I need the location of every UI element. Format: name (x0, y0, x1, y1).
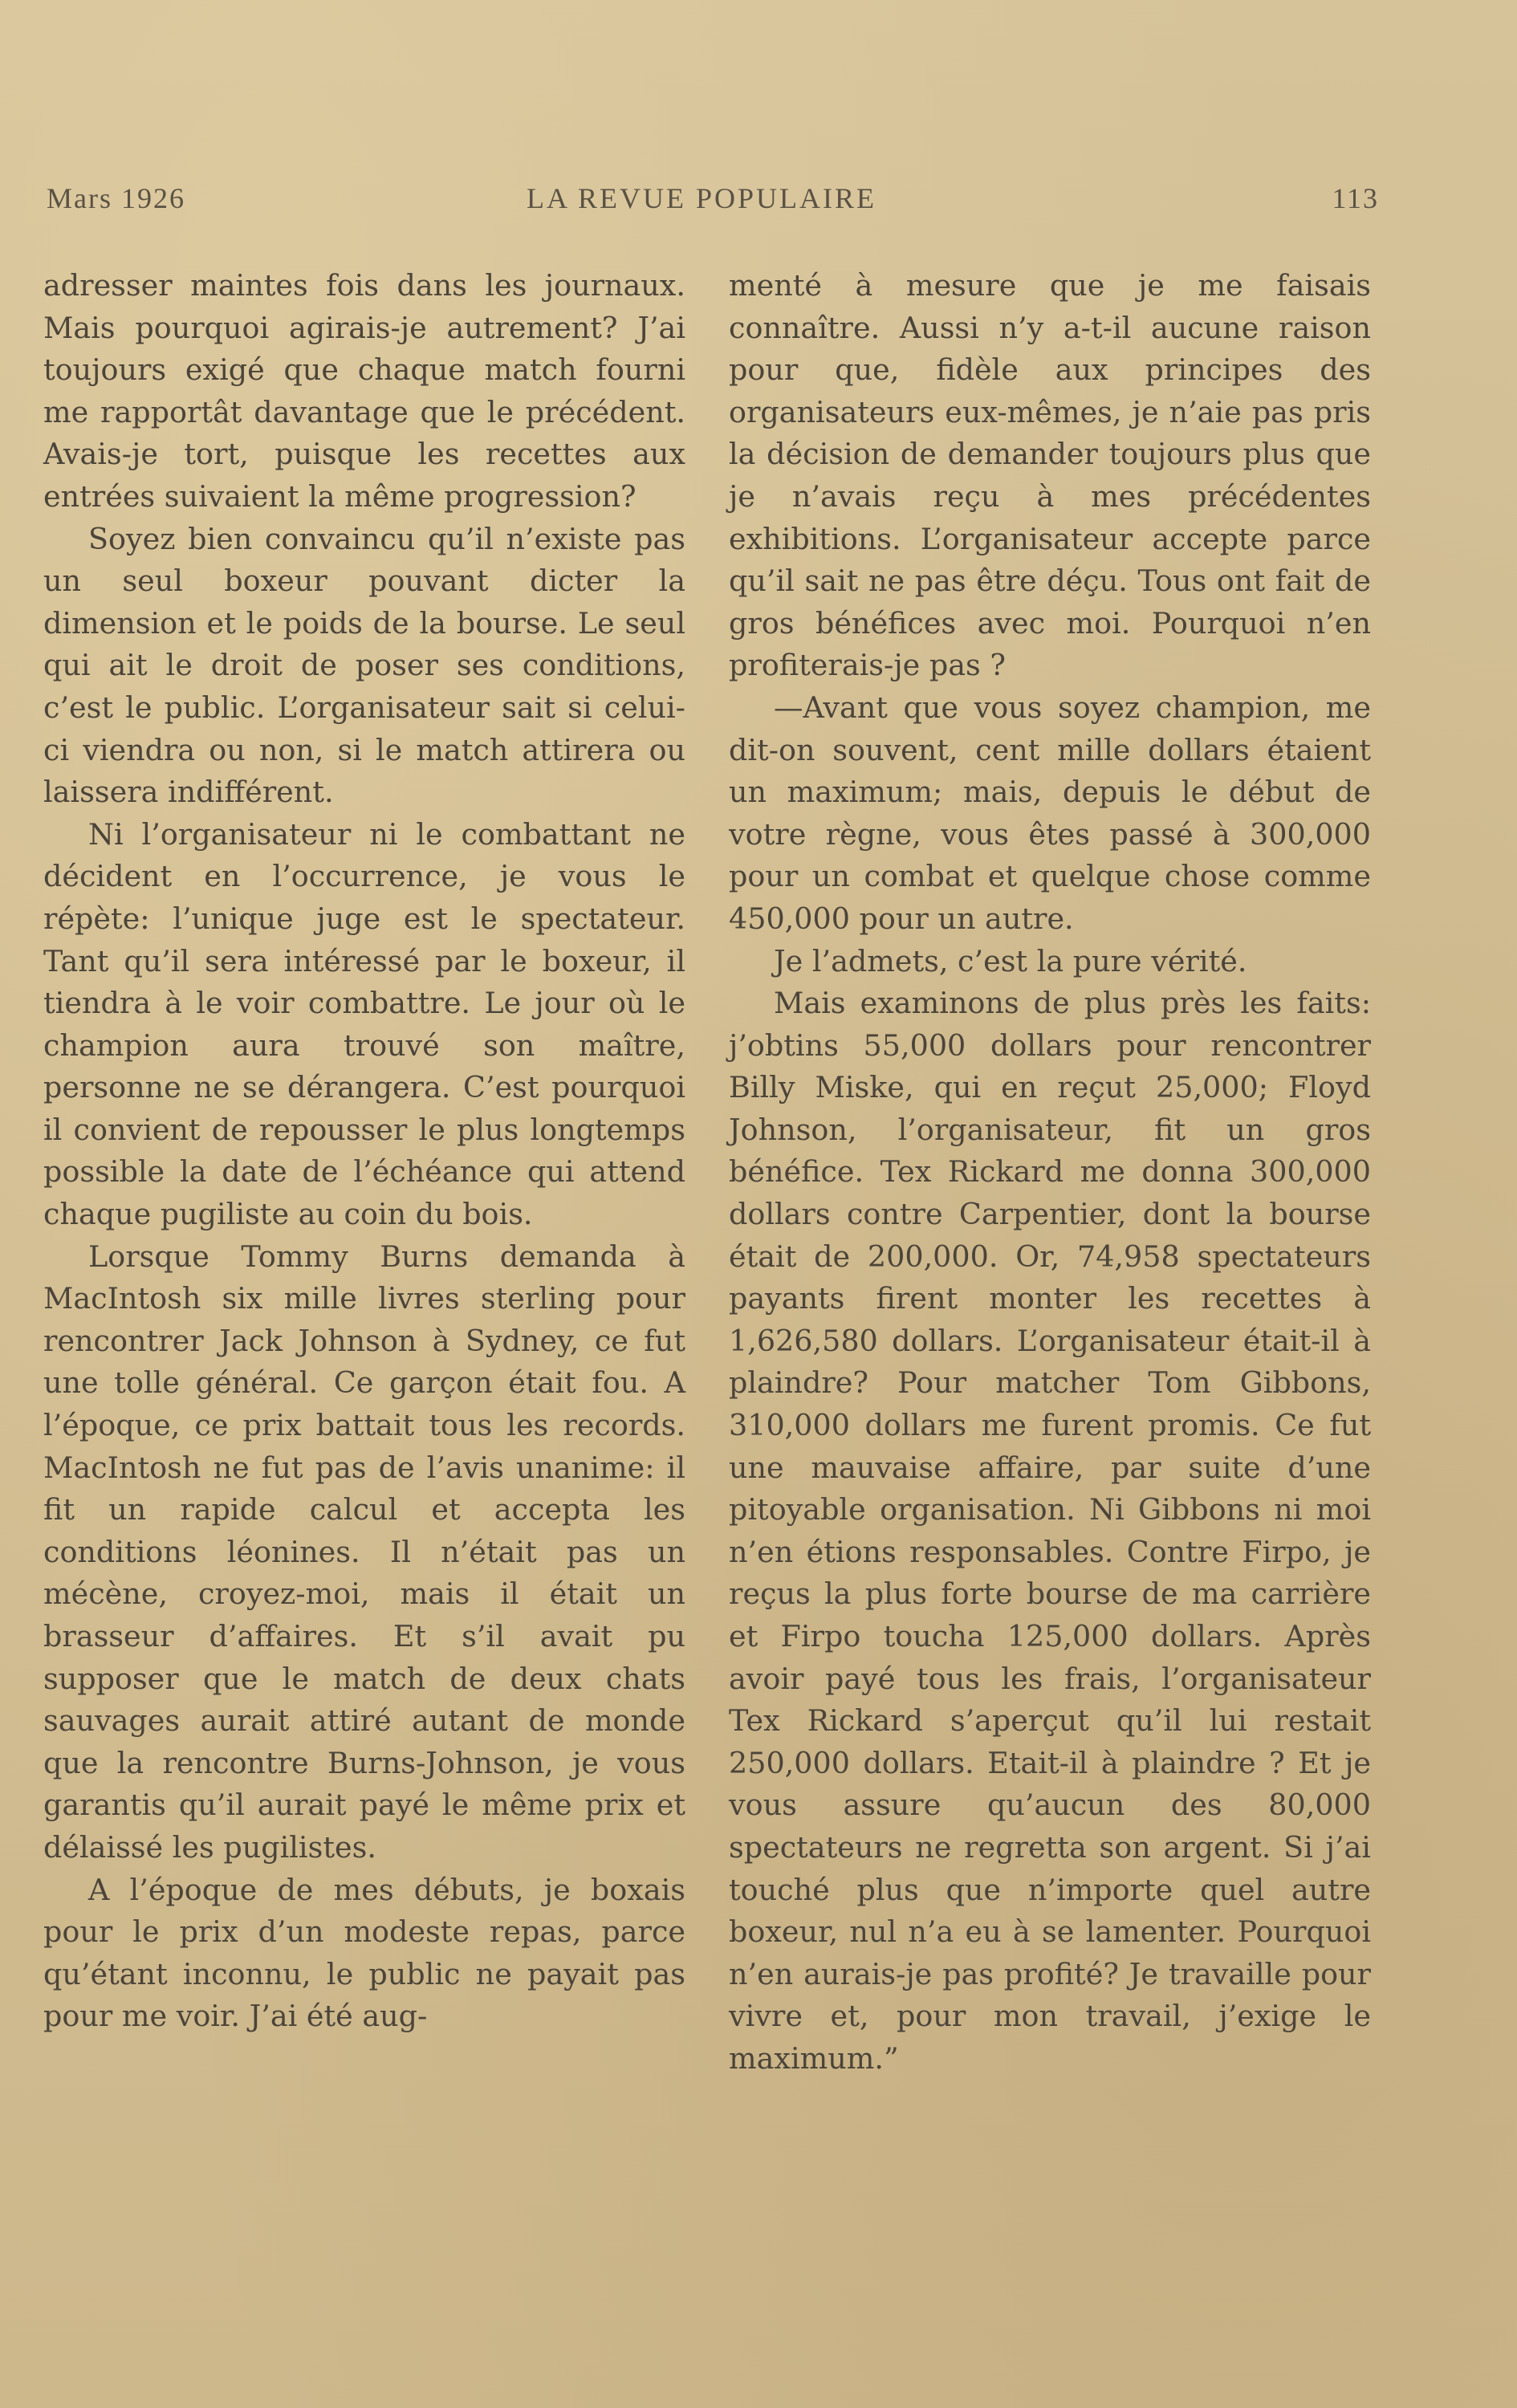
paragraph: Lorsque Tommy Burns demanda à MacIntosh six mille livres sterling pour rencontrer Jack Johnson à Sydney, ce fut une tolle général. Ce garçon était fou. A l’époque, ce prix battait tous les records. MacIntosh ne fut pas de l’avis unanime: il fit un rapide calcul et accepta les conditions léonines. Il n’était pas un mécène, croyez-moi, mais il était un brasseur d’affaires. Et s’il avait pu supposer que le match de deux chats sauvages aurait attiré autant de monde que la rencontre Burns-Johnson, je vous garantis qu’il aurait payé le même prix et délaissé les pugilistes. (43, 1239, 685, 1865)
paragraph: —Avant que vous soyez champion, me dit-on souvent, cent mille dollars étaient un maximum; mais, depuis le début de votre règne, vous êtes passé à 300,000 pour un combat et quelque chose comme 450,000 pour un autre. (729, 689, 1371, 936)
paragraph: Mais examinons de plus près les faits: j’obtins 55,000 dollars pour rencontrer Billy Miske, qui en reçut 25,000; Floyd Johnson, l’organisateur, fit un gros bénéfice. Tex Rickard me donna 300,000 dollars contre Carpentier, dont la bourse était de 200,000. Or, 74,958 spectateurs payants firent monter les recettes à 1,626,580 dollars. L’organisateur était-il à plaindre? Pour matcher Tom Gibbons, 310,000 dollars me furent promis. Ce fut une mauvaise affaire, par suite d’une pitoyable organisation. Ni Gibbons ni moi n’en étions responsables. Contre Firpo, je reçus la plus forte bourse de ma carrière et Firpo toucha 125,000 dollars. Après avoir payé tous les frais, l’organisateur Tex Rickard s’aperçut qu’il lui restait 250,000 dollars. Etait-il à plaindre ? Et je vous assure qu’aucun des 80,000 spectateurs ne regretta son argent. Si j’ai touché plus que n’importe quel autre boxeur, nul n’a eu à se lamenter. Pourquoi n’en aurais-je pas profité? Je travaille pour vivre et, pour mon travail, j’exige le maximum.” (729, 986, 1371, 2076)
paragraph: Soyez bien convaincu qu’il n’existe pas un seul boxeur pouvant dicter la dimension et le poids de la bourse. Le seul qui ait le droit de poser ses conditions, c’est le public. L’organisateur sait si celui-ci viendra ou non, si le match attirera ou laissera indifférent. (43, 521, 685, 810)
running-header (47, 181, 1379, 217)
magazine-title: LA REVUE POPULAIRE (527, 182, 877, 214)
paragraph: Je l’admets, c’est la pure vérité. (774, 943, 1247, 978)
right-column (729, 265, 1371, 2081)
paragraph: Ni l’organisateur ni le combattant ne décident en l’occurrence, je vous le répète: l’unique juge est le spectateur. Tant qu’il sera intéressé par le boxeur, il tiendra à le voir combattre. Le jour où le champion aura trouvé son maître, personne ne se dérangera. C’est pourquoi il convient de repousser le plus longtemps possible la date de l’échéance qui attend chaque pugiliste au coin du bois. (43, 816, 685, 1232)
left-column (43, 265, 685, 2038)
paragraph: A l’époque de mes débuts, je boxais pour le prix d’un modeste repas, parce qu’étant inconnu, le public ne payait pas pour me voir. J’ai été aug- (43, 1872, 685, 2034)
issue-date: Mars 1926 (47, 182, 185, 214)
paragraph: adresser maintes fois dans les journaux. Mais pourquoi agirais-je autrement? J’ai toujours exigé que chaque match fourni me rapportât davantage que le précédent. Avais-je tort, puisque les recettes aux entrées suivaient la même progression? (43, 268, 685, 514)
paragraph: menté à mesure que je me faisais connaître. Aussi n’y a-t-il aucune raison pour que, fidèle aux principes des organisateurs eux-mêmes, je n’aie pas pris la décision de demander toujours plus que je n’avais reçu à mes précédentes exhibitions. L’organisateur accepte parce qu’il sait ne pas être déçu. Tous ont fait de gros bénéfices avec moi. Pourquoi n’en profiterais-je pas ? (729, 268, 1371, 683)
page-number: 113 (1332, 182, 1379, 214)
